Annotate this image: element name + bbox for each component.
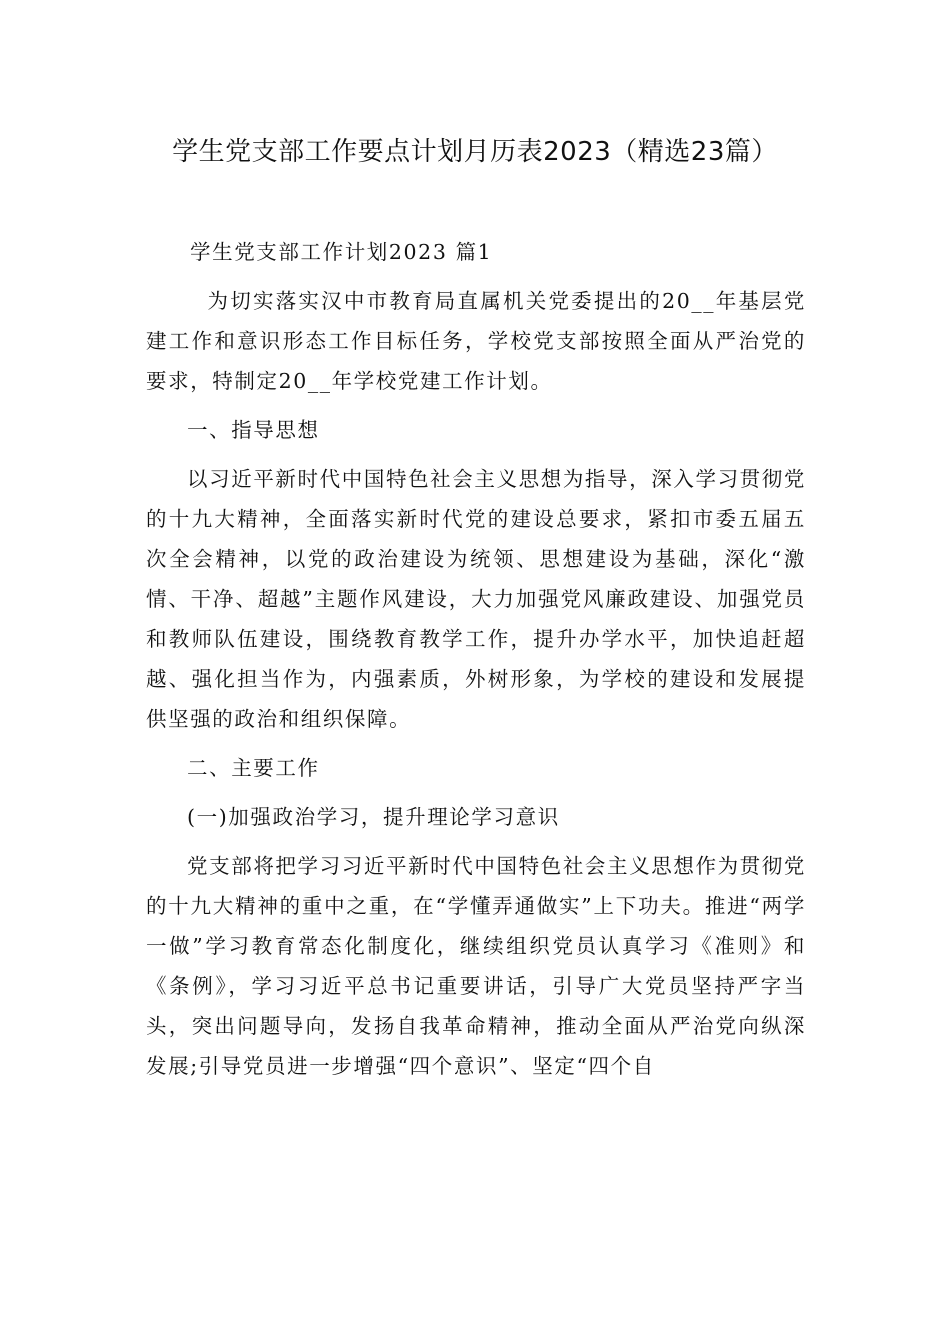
document-body bbox=[146, 232, 806, 1095]
heading-guiding-thought: 一、指导思想 bbox=[187, 418, 320, 442]
heading-main-work: 二、主要工作 bbox=[187, 756, 320, 780]
section-title: 学生党支部工作计划2023 篇1 bbox=[190, 240, 493, 264]
intro-paragraph: 为切实落实汉中市教育局直属机关党委提出的20__年基层党建工作和意识形态工作目标任务，学校党支部按照全面从严治党的要求，特制定20__年学校党建工作计划。 bbox=[146, 289, 806, 393]
political-study-paragraph: 党支部将把学习习近平新时代中国特色社会主义思想作为贯彻党的十九大精神的重中之重，在“学懂弄通做实”上下功夫。推进“两学一做”学习教育常态化制度化，继续组织党员认真学习《准则》和《条例》，学习习近平总书记重要讲话，引导广大党员坚持严字当头，突出问题导向，发扬自我革命精神，推动全面从严治党向纵深发展;引导党员进一步增强“四个意识”、坚定“四个自 bbox=[146, 854, 806, 1078]
document-title: 学生党支部工作要点计划月历表2023（精选23篇） bbox=[172, 137, 778, 167]
guiding-thought-paragraph: 以习近平新时代中国特色社会主义思想为指导，深入学习贯彻党的十九大精神，全面落实新时代党的建设总要求，紧扣市委五届五次全会精神，以党的政治建设为统领、思想建设为基础，深化“激情、干净、超越”主题作风建设，大力加强党风廉政建设、加强党员和教师队伍建设，围绕教育教学工作，提升办学水平，加快追赶超越、强化担当作为，内强素质，外树形象，为学校的建设和发展提供坚强的政治和组织保障。 bbox=[146, 467, 806, 731]
subheading-political-study: (一)加强政治学习，提升理论学习意识 bbox=[187, 805, 560, 829]
